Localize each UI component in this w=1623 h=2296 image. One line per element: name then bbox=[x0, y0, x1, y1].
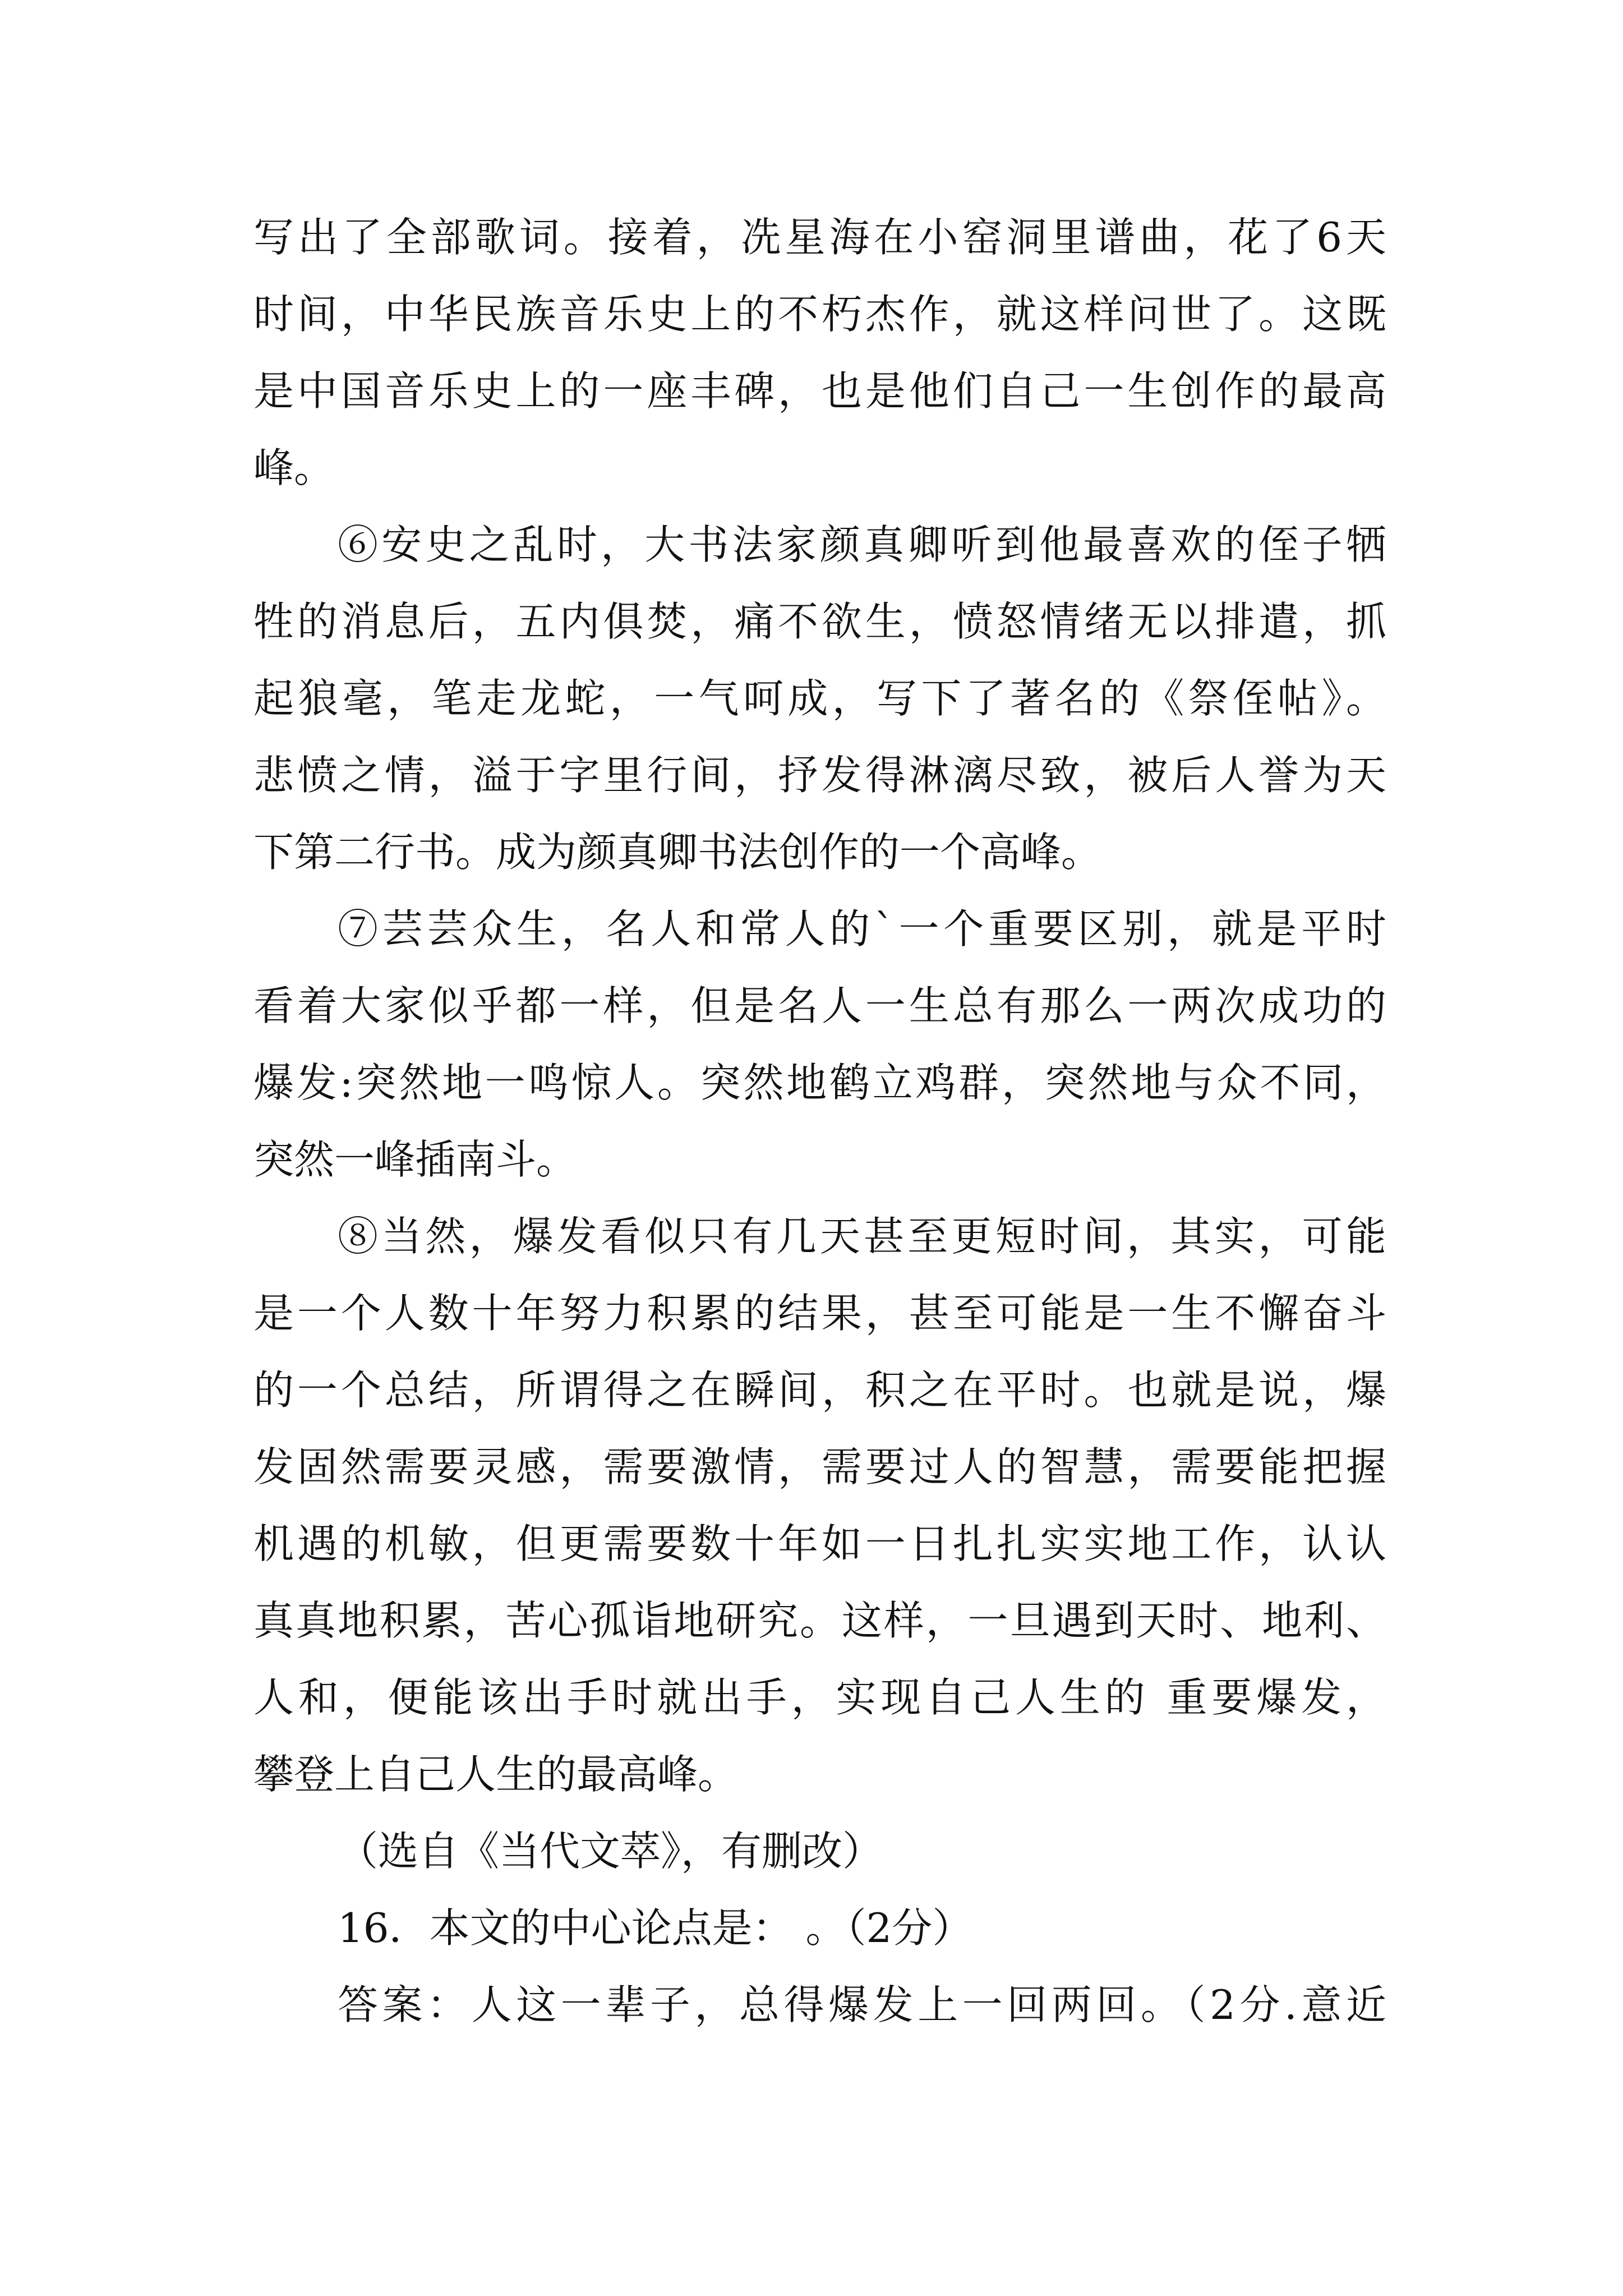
text-line-19: 真真地积累，苦心孤诣地研究。这样，一旦遇到天时、地利、 bbox=[253, 1597, 1386, 1644]
source-citation: （选自《当代文萃》，有删改） bbox=[338, 1828, 883, 1875]
question-16: 16．本文的中心论点是： 。（2分） bbox=[338, 1904, 973, 1952]
text-line-15: 是一个人数十年努力积累的结果，甚至可能是一生不懈奋斗 bbox=[253, 1290, 1386, 1337]
paragraph-6-start: ⑥安史之乱时，大书法家颜真卿听到他最喜欢的侄子牺 bbox=[338, 521, 1386, 568]
text-line-3: 是中国音乐史上的一座丰碑，也是他们自己一生创作的最高 bbox=[253, 367, 1386, 415]
text-line-13: 突然一峰插南斗。 bbox=[253, 1136, 577, 1183]
text-line-8: 悲愤之情，溢于字里行间，抒发得淋漓尽致，被后人誉为天 bbox=[253, 752, 1386, 799]
text-line-21: 攀登上自己人生的最高峰。 bbox=[253, 1751, 739, 1798]
paragraph-7-start: ⑦芸芸众生，名人和常人的`一个重要区别，就是平时 bbox=[338, 905, 1386, 953]
text-line-4: 峰。 bbox=[253, 444, 335, 491]
document-page bbox=[253, 199, 1386, 2044]
text-line-12: 爆发:突然地一鸣惊人。突然地鹤立鸡群，突然地与众不同， bbox=[253, 1059, 1386, 1106]
text-line-20: 人和，便能该出手时就出手，实现自己人生的 重要爆发， bbox=[253, 1674, 1386, 1721]
text-line-9: 下第二行书。成为颜真卿书法创作的一个高峰。 bbox=[253, 829, 1102, 876]
text-line-18: 机遇的机敏，但更需要数十年如一日扎扎实实地工作，认认 bbox=[253, 1520, 1386, 1567]
text-line-17: 发固然需要灵感，需要激情，需要过人的智慧，需要能把握 bbox=[253, 1443, 1386, 1490]
text-line-2: 时间，中华民族音乐史上的不朽杰作，就这样问世了。这既 bbox=[253, 291, 1386, 338]
text-line-11: 看着大家似乎都一样，但是名人一生总有那么一两次成功的 bbox=[253, 982, 1386, 1029]
paragraph-8-start: ⑧当然，爆发看似只有几天甚至更短时间，其实，可能 bbox=[338, 1213, 1386, 1260]
text-line-1: 写出了全部歌词。接着，冼星海在小窑洞里谱曲，花了6天 bbox=[253, 214, 1386, 261]
answer-16: 答案：人这一辈子，总得爆发上一回两回。（2分.意近 bbox=[338, 1981, 1386, 2028]
text-line-7: 起狼毫，笔走龙蛇，一气呵成，写下了著名的《祭侄帖》。 bbox=[253, 675, 1386, 722]
text-line-16: 的一个总结，所谓得之在瞬间，积之在平时。也就是说，爆 bbox=[253, 1366, 1386, 1414]
text-line-6: 牲的消息后，五内俱焚，痛不欲生，愤怒情绪无以排遣，抓 bbox=[253, 598, 1386, 645]
